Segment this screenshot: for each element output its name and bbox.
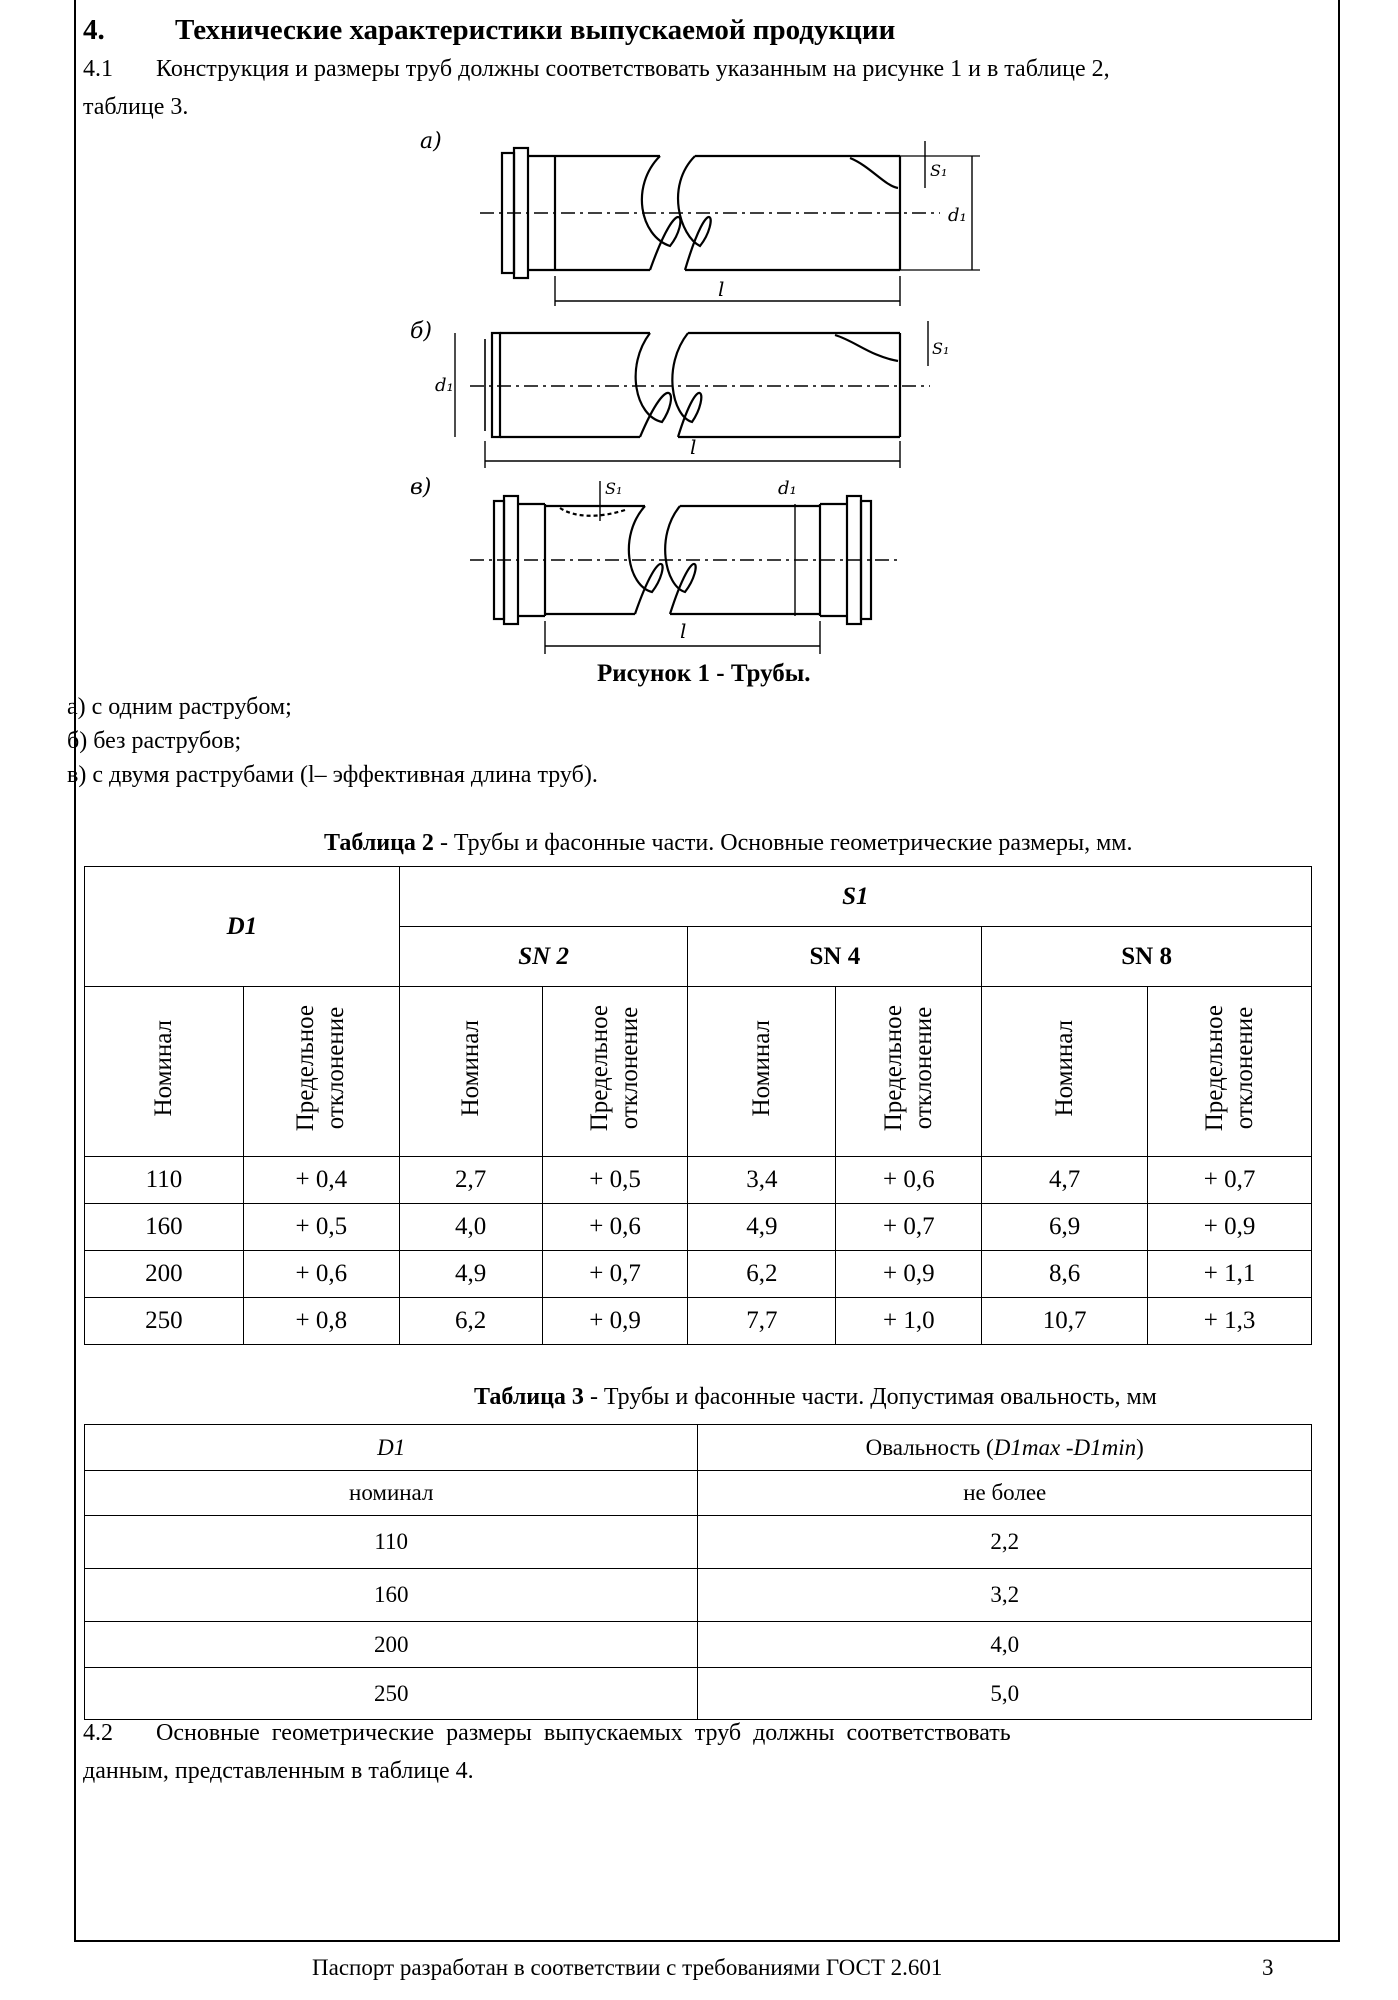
table2-subheader-nominal: Номинал xyxy=(85,987,244,1157)
table-cell: 250 xyxy=(85,1298,244,1345)
dim-d1-c: d₁ xyxy=(778,478,797,499)
figure-label-b: б) xyxy=(410,319,433,344)
pipes-figure xyxy=(400,126,967,666)
table2-subheader-deviation: Предельное отклонение xyxy=(836,987,982,1157)
table-cell: + 0,6 xyxy=(243,1251,399,1298)
table3-header-ovality: Овальность (D1max -D1min) xyxy=(698,1425,1312,1471)
table2-subheader-deviation: Предельное отклонение xyxy=(542,987,688,1157)
table-cell: + 0,9 xyxy=(836,1251,982,1298)
dim-s1-c: S₁ xyxy=(605,479,623,498)
table2-subheader-deviation: Предельное отклонение xyxy=(1148,987,1312,1157)
table-row xyxy=(85,1622,1312,1668)
table-cell: 4,0 xyxy=(698,1622,1312,1668)
table-cell: + 1,3 xyxy=(1148,1298,1312,1345)
dim-l-c: l xyxy=(680,619,687,643)
table-cell: 6,2 xyxy=(688,1251,836,1298)
section-heading xyxy=(83,14,895,47)
table2-header-s1: S1 xyxy=(399,867,1311,927)
table-cell: 8,6 xyxy=(982,1251,1148,1298)
table-cell: 7,7 xyxy=(688,1298,836,1345)
table-cell: + 1,0 xyxy=(836,1298,982,1345)
table-cell: 200 xyxy=(85,1622,698,1668)
table-cell: 2,7 xyxy=(399,1157,542,1204)
table-cell: 4,7 xyxy=(982,1157,1148,1204)
table3-caption xyxy=(474,1380,1157,1414)
figure-legend-c: в) с двумя раструбами (l– эффективная длина труб). xyxy=(67,762,598,788)
table-row xyxy=(85,1668,1312,1720)
dim-d1-b: d₁ xyxy=(435,375,454,396)
table-cell: 10,7 xyxy=(982,1298,1148,1345)
table-cell: + 0,7 xyxy=(836,1204,982,1251)
paragraph-4-2-number: 4.2 xyxy=(83,1720,113,1746)
table-cell: 110 xyxy=(85,1516,698,1569)
table-cell: 200 xyxy=(85,1251,244,1298)
table-row xyxy=(85,1251,1312,1298)
table-cell: 4,9 xyxy=(688,1204,836,1251)
table-cell: 6,2 xyxy=(399,1298,542,1345)
paragraph-4-2-line2: данным, представленным в таблице 4. xyxy=(83,1758,474,1784)
table3-subheader-max: не более xyxy=(698,1471,1312,1516)
table-row xyxy=(85,1569,1312,1622)
table3-caption-label: Таблица 3 xyxy=(474,1384,584,1410)
dim-l-b: l xyxy=(690,435,697,459)
table-cell: 110 xyxy=(85,1157,244,1204)
footer-text: Паспорт разработан в соответствии с требованиями ГОСТ 2.601 xyxy=(312,1955,943,1980)
table-row xyxy=(85,1516,1312,1569)
table3-subheader-nominal: номинал xyxy=(85,1471,698,1516)
table2-caption-text: - Трубы и фасонные части. Основные геометрические размеры, мм. xyxy=(433,830,1133,856)
section-number: 4. xyxy=(83,14,105,46)
table2-subheader-deviation: Предельное отклонение xyxy=(243,987,399,1157)
table-cell: + 0,8 xyxy=(243,1298,399,1345)
table3 xyxy=(84,1424,1312,1720)
dim-l-a: l xyxy=(718,277,725,301)
table-cell: + 0,4 xyxy=(243,1157,399,1204)
table-cell: + 1,1 xyxy=(1148,1251,1312,1298)
table2 xyxy=(84,866,1312,1345)
table-cell: + 0,7 xyxy=(1148,1157,1312,1204)
table-cell: + 0,6 xyxy=(836,1157,982,1204)
table-cell: 160 xyxy=(85,1204,244,1251)
table2-header-sn4: SN 4 xyxy=(688,927,982,987)
table-row xyxy=(85,1204,1312,1251)
table-cell: 3,2 xyxy=(698,1569,1312,1622)
table2-caption-label: Таблица 2 xyxy=(324,830,434,856)
table-cell: + 0,7 xyxy=(542,1251,688,1298)
table-cell: 3,4 xyxy=(688,1157,836,1204)
dim-s1-b: S₁ xyxy=(932,339,950,358)
table-row xyxy=(85,1298,1312,1345)
pipe-a-drawing xyxy=(480,141,980,306)
paragraph-4-1-text: Конструкция и размеры труб должны соответствовать указанным на рисунке 1 и в таблице 2, xyxy=(156,56,1110,82)
table3-header-d1: D1 xyxy=(85,1425,698,1471)
table-cell: 4,9 xyxy=(399,1251,542,1298)
paragraph-4-2-text: Основные геометрические размеры выпускаемых труб должны соответствовать xyxy=(156,1720,1011,1746)
figure-label-c: в) xyxy=(410,475,432,500)
figure-label-a: а) xyxy=(420,129,442,154)
table-cell: + 0,9 xyxy=(542,1298,688,1345)
table2-subheader-nominal: Номинал xyxy=(399,987,542,1157)
table-cell: + 0,9 xyxy=(1148,1204,1312,1251)
page-number: 3 xyxy=(1262,1955,1274,1980)
table-cell: 2,2 xyxy=(698,1516,1312,1569)
dim-d1-a: d₁ xyxy=(948,205,967,226)
figure-legend-a: а) с одним раструбом; xyxy=(67,694,292,720)
table2-header-sn2: SN 2 xyxy=(399,927,688,987)
table-cell: + 0,6 xyxy=(542,1204,688,1251)
table2-subheader-nominal: Номинал xyxy=(982,987,1148,1157)
dim-s1-a: S₁ xyxy=(930,161,948,180)
paragraph-4-1-line1 xyxy=(83,52,1110,86)
paragraph-4-1-line2: таблице 3. xyxy=(83,94,189,120)
table-cell: 250 xyxy=(85,1668,698,1720)
table2-header-d1: D1 xyxy=(85,867,400,987)
table-cell: 5,0 xyxy=(698,1668,1312,1720)
table2-subheader-nominal: Номинал xyxy=(688,987,836,1157)
table-cell: + 0,5 xyxy=(243,1204,399,1251)
figure-caption: Рисунок 1 - Трубы. xyxy=(597,660,811,687)
section-title: Технические характеристики выпускаемой продукции xyxy=(175,14,896,46)
table3-caption-text: - Трубы и фасонные части. Допустимая овальность, мм xyxy=(583,1384,1157,1410)
paragraph-4-2-line1 xyxy=(83,1716,1011,1750)
table-cell: + 0,5 xyxy=(542,1157,688,1204)
paragraph-4-1-number: 4.1 xyxy=(83,56,113,82)
table-cell: 4,0 xyxy=(399,1204,542,1251)
table-row xyxy=(85,1157,1312,1204)
table-cell: 6,9 xyxy=(982,1204,1148,1251)
table-cell: 160 xyxy=(85,1569,698,1622)
table2-header-sn8: SN 8 xyxy=(982,927,1312,987)
table2-caption xyxy=(324,826,1132,860)
figure-legend-b: б) без раструбов; xyxy=(67,728,242,754)
